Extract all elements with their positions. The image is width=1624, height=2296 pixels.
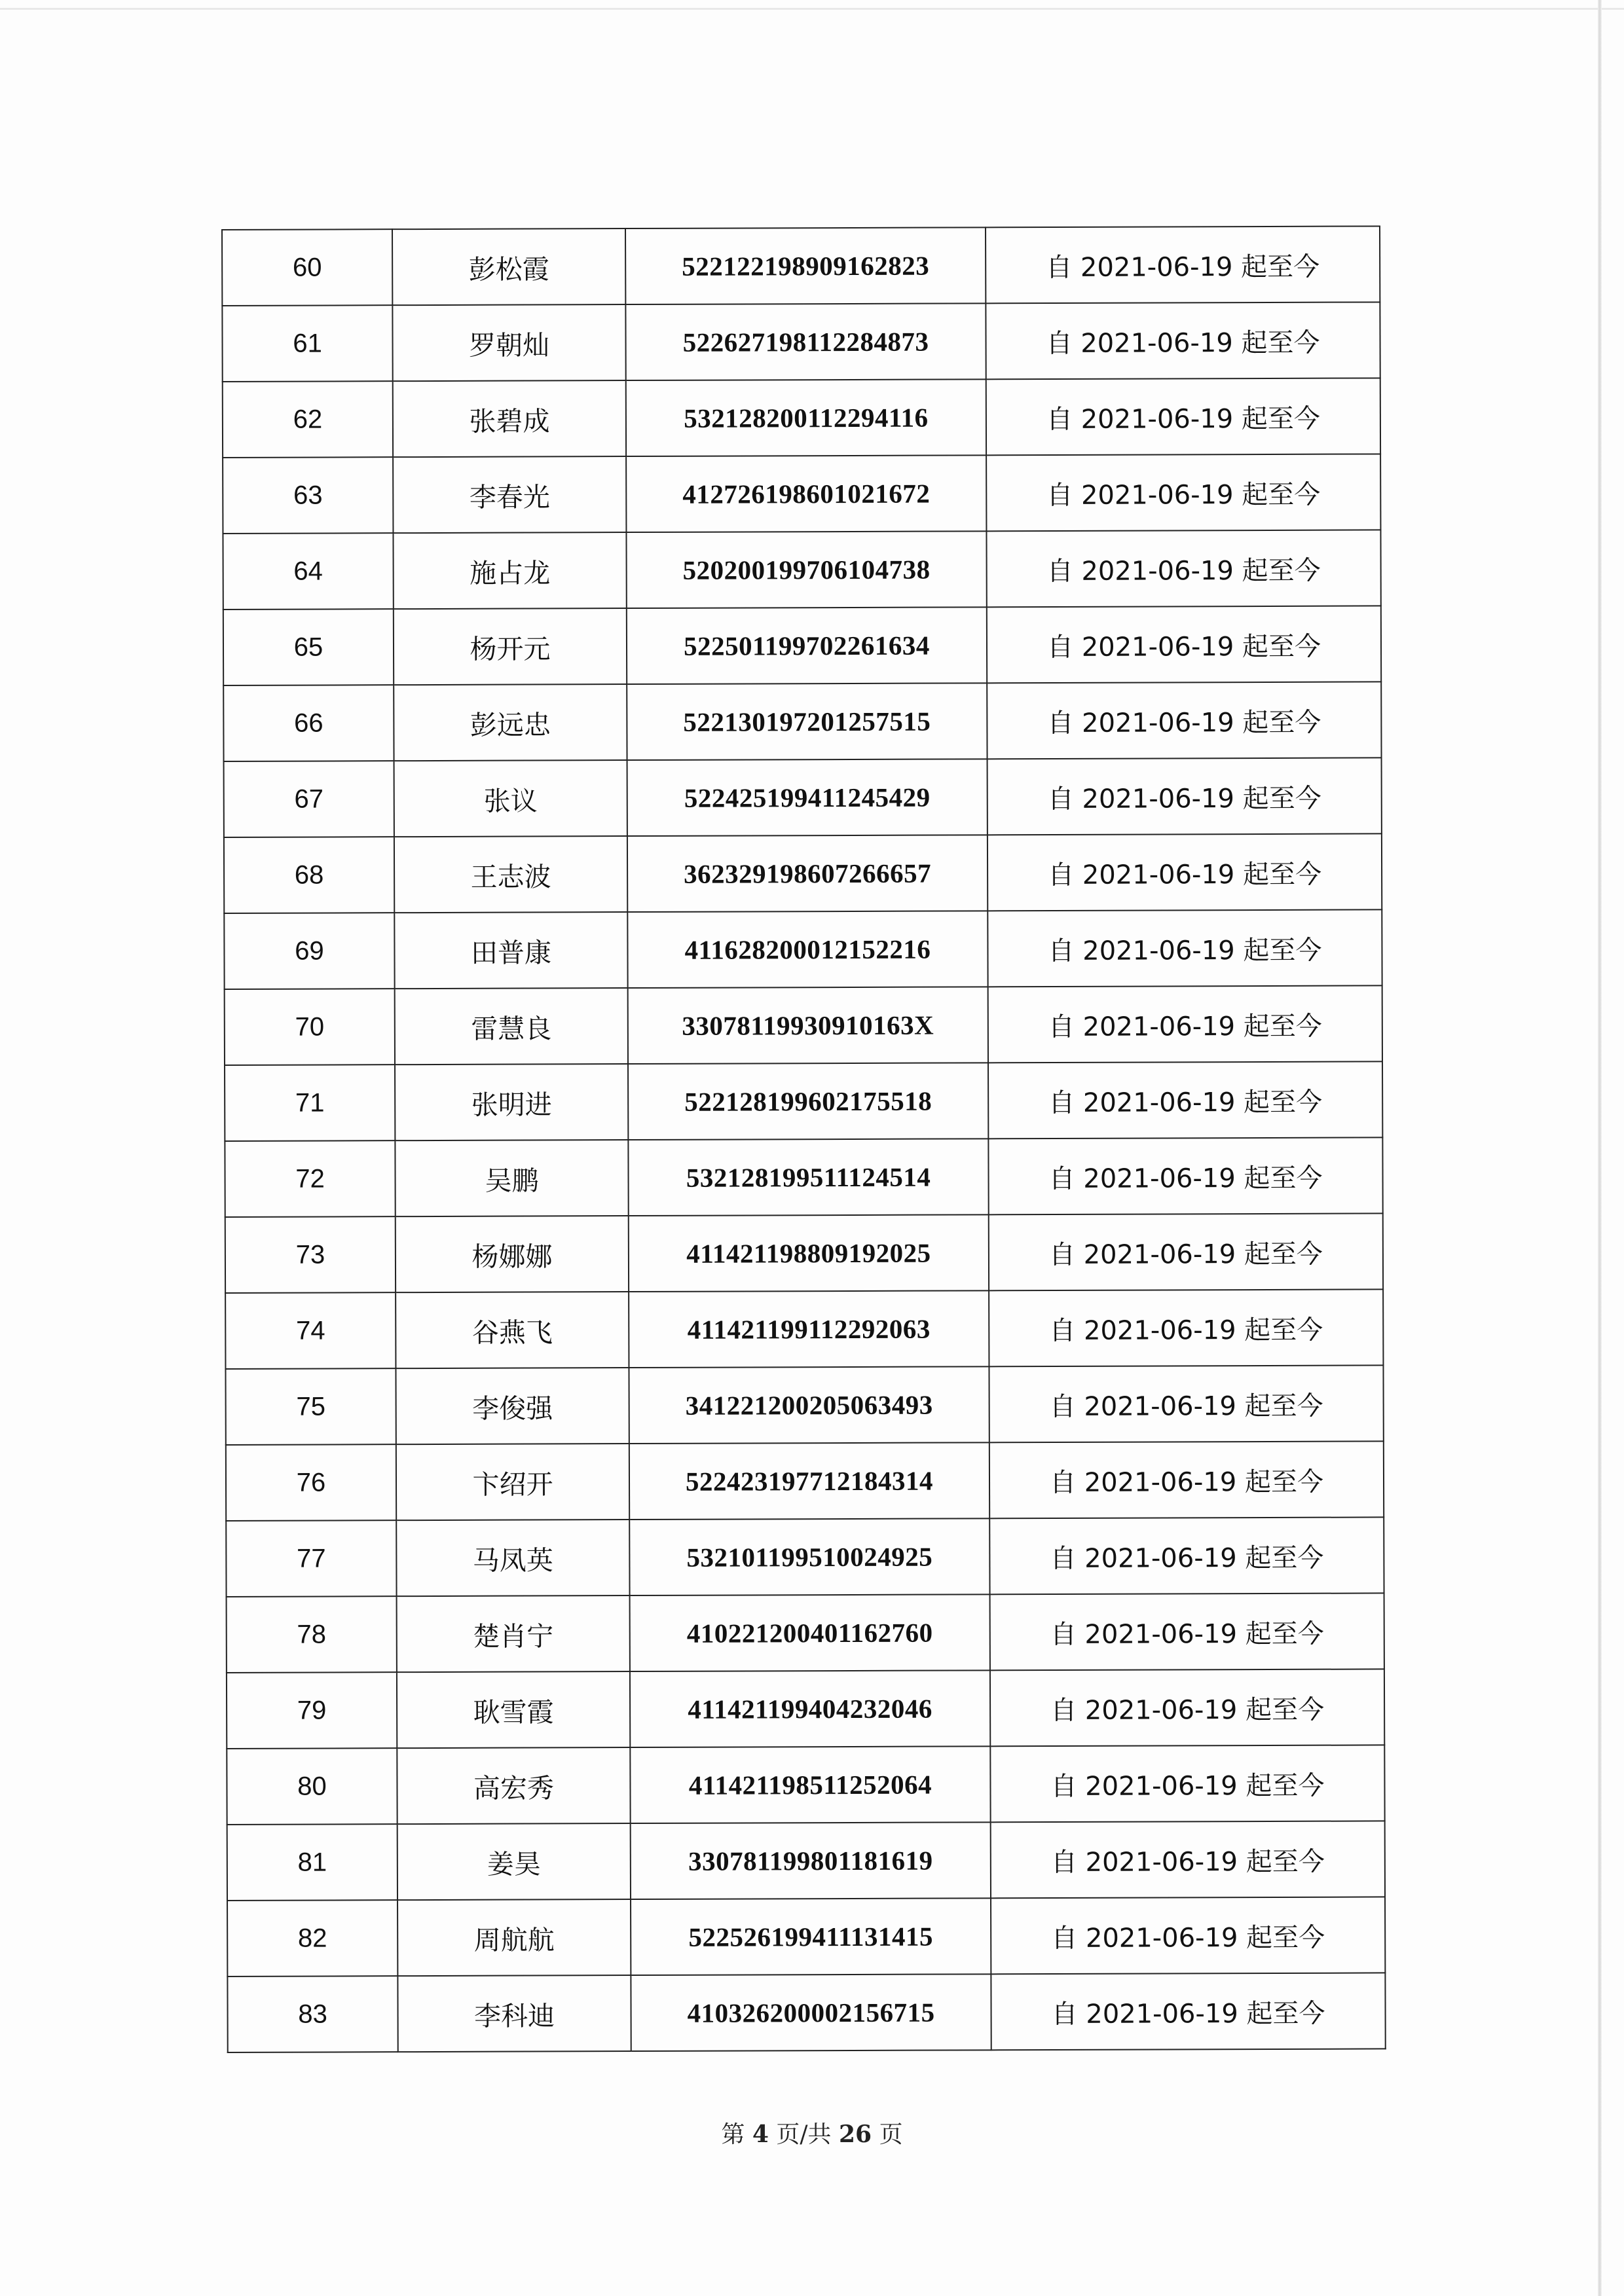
table-row — [227, 1669, 1384, 1749]
valid-period-cell: 自 2021-06-19 起至今 — [988, 1137, 1382, 1214]
valid-period-cell: 自 2021-06-19 起至今 — [990, 1593, 1384, 1670]
row-number-cell: 82 — [227, 1900, 397, 1977]
person-name-cell: 楚肖宁 — [397, 1595, 630, 1672]
person-name-cell: 彭远忠 — [394, 684, 627, 761]
row-number-cell: 66 — [223, 685, 394, 761]
person-name-cell: 彭松霞 — [392, 228, 625, 305]
table-row — [225, 1213, 1383, 1293]
table-row — [223, 454, 1380, 534]
row-number-cell: 79 — [227, 1672, 397, 1749]
row-number-cell: 81 — [227, 1824, 397, 1901]
table-row — [227, 1973, 1385, 2052]
scan-edge-right — [1598, 0, 1602, 2296]
row-number-cell: 76 — [226, 1444, 396, 1521]
table-row — [227, 1821, 1385, 1901]
footer-prefix: 第 — [721, 2121, 745, 2148]
valid-period-cell: 自 2021-06-19 起至今 — [989, 1517, 1384, 1594]
table-row — [222, 302, 1380, 382]
person-name-cell: 杨娜娜 — [396, 1216, 629, 1292]
row-number-cell: 62 — [223, 381, 393, 458]
id-number-cell: 522627198112284873 — [625, 303, 986, 380]
row-number-cell: 77 — [226, 1520, 396, 1597]
valid-period-cell: 自 2021-06-19 起至今 — [989, 1441, 1384, 1518]
footer-middle: 页/共 — [776, 2121, 832, 2148]
table-row — [224, 757, 1382, 837]
person-name-cell: 高宏秀 — [397, 1747, 630, 1824]
table-row — [226, 1517, 1384, 1597]
person-name-cell: 卞绍开 — [396, 1444, 629, 1520]
person-name-cell: 张明进 — [395, 1064, 628, 1140]
person-name-cell: 雷慧良 — [395, 988, 628, 1065]
footer-total-pages: 26 — [839, 2121, 872, 2148]
row-number-cell: 83 — [227, 1976, 397, 2052]
table-row — [223, 378, 1380, 458]
valid-period-cell: 自 2021-06-19 起至今 — [987, 682, 1381, 759]
roster-table — [221, 225, 1386, 2053]
valid-period-cell: 自 2021-06-19 起至今 — [991, 1821, 1385, 1898]
row-number-cell: 74 — [225, 1292, 396, 1369]
table-row — [224, 833, 1382, 913]
id-number-cell: 532101199510024925 — [629, 1518, 989, 1595]
row-number-cell: 71 — [225, 1065, 395, 1141]
table-row — [227, 1593, 1384, 1673]
row-number-cell: 72 — [225, 1140, 395, 1217]
id-number-cell: 522526199411131415 — [631, 1898, 991, 1975]
table-row — [224, 909, 1382, 989]
id-number-cell: 522501199702261634 — [627, 607, 987, 684]
table-row — [227, 1897, 1385, 1977]
person-name-cell: 姜昊 — [397, 1823, 631, 1900]
id-number-cell: 532128199511124514 — [628, 1139, 988, 1216]
id-number-cell: 410326200002156715 — [631, 1974, 991, 2051]
row-number-cell: 60 — [222, 229, 392, 306]
id-number-cell: 411628200012152216 — [627, 911, 987, 988]
id-number-cell: 411421198511252064 — [630, 1746, 990, 1823]
person-name-cell: 谷燕飞 — [396, 1292, 629, 1368]
id-number-cell: 411421198809192025 — [629, 1214, 989, 1292]
id-number-cell: 412726198601021672 — [626, 455, 986, 532]
table-row — [225, 985, 1382, 1065]
person-name-cell: 施占龙 — [393, 532, 626, 609]
id-number-cell: 522128199602175518 — [628, 1063, 988, 1140]
valid-period-cell: 自 2021-06-19 起至今 — [987, 757, 1382, 835]
row-number-cell: 68 — [224, 837, 394, 913]
valid-period-cell: 自 2021-06-19 起至今 — [987, 833, 1382, 911]
scan-edge-top — [0, 8, 1624, 10]
valid-period-cell: 自 2021-06-19 起至今 — [986, 226, 1380, 303]
valid-period-cell: 自 2021-06-19 起至今 — [991, 1897, 1385, 1974]
id-number-cell: 330781199801181619 — [631, 1822, 991, 1899]
valid-period-cell: 自 2021-06-19 起至今 — [987, 606, 1381, 683]
footer-page-number: 4 — [752, 2121, 769, 2148]
person-name-cell: 王志波 — [394, 836, 627, 913]
row-number-cell: 61 — [222, 305, 392, 382]
table-row — [225, 1289, 1383, 1369]
valid-period-cell: 自 2021-06-19 起至今 — [986, 454, 1380, 531]
valid-period-cell: 自 2021-06-19 起至今 — [991, 1973, 1385, 2050]
id-number-cell: 411421199112292063 — [629, 1290, 989, 1368]
table-row — [222, 226, 1380, 306]
id-number-cell: 522130197201257515 — [627, 683, 987, 760]
person-name-cell: 周航航 — [397, 1899, 631, 1976]
id-number-cell: 33078119930910163X — [628, 987, 988, 1064]
id-number-cell: 410221200401162760 — [630, 1594, 990, 1671]
id-number-cell: 520200199706104738 — [626, 531, 986, 608]
row-number-cell: 65 — [223, 609, 394, 685]
footer-suffix: 页 — [879, 2121, 903, 2148]
valid-period-cell: 自 2021-06-19 起至今 — [988, 1061, 1382, 1139]
person-name-cell: 张议 — [394, 760, 627, 837]
person-name-cell: 杨开元 — [394, 608, 627, 685]
person-name-cell: 吴鹏 — [395, 1140, 628, 1216]
person-name-cell: 罗朝灿 — [392, 304, 625, 381]
table-row — [223, 682, 1381, 761]
row-number-cell: 63 — [223, 457, 393, 534]
row-number-cell: 64 — [223, 533, 393, 610]
row-number-cell: 67 — [224, 761, 394, 837]
table-row — [225, 1061, 1382, 1141]
page-footer — [0, 2116, 1624, 2149]
row-number-cell: 73 — [225, 1216, 396, 1293]
table-row — [227, 1745, 1384, 1825]
table-row — [225, 1365, 1383, 1445]
valid-period-cell: 自 2021-06-19 起至今 — [988, 985, 1382, 1063]
id-number-cell: 411421199404232046 — [630, 1670, 990, 1747]
person-name-cell: 马凤英 — [396, 1520, 629, 1596]
table-row — [225, 1137, 1382, 1217]
row-number-cell: 69 — [224, 913, 394, 989]
roster-table-body — [222, 226, 1386, 2052]
valid-period-cell: 自 2021-06-19 起至今 — [989, 1365, 1383, 1442]
person-name-cell: 李春光 — [393, 456, 626, 533]
row-number-cell: 80 — [227, 1748, 397, 1825]
valid-period-cell: 自 2021-06-19 起至今 — [990, 1669, 1384, 1746]
row-number-cell: 75 — [225, 1368, 396, 1445]
table-row — [226, 1441, 1384, 1521]
valid-period-cell: 自 2021-06-19 起至今 — [987, 909, 1382, 987]
valid-period-cell: 自 2021-06-19 起至今 — [986, 302, 1380, 379]
row-number-cell: 70 — [225, 989, 395, 1065]
id-number-cell: 532128200112294116 — [626, 379, 986, 456]
person-name-cell: 李科迪 — [397, 1975, 631, 2052]
table-row — [223, 530, 1380, 610]
valid-period-cell: 自 2021-06-19 起至今 — [986, 530, 1380, 607]
id-number-cell: 522122198909162823 — [625, 227, 986, 304]
valid-period-cell: 自 2021-06-19 起至今 — [986, 378, 1380, 455]
row-number-cell: 78 — [227, 1596, 397, 1673]
id-number-cell: 362329198607266657 — [627, 835, 987, 912]
person-name-cell: 张碧成 — [393, 380, 626, 457]
valid-period-cell: 自 2021-06-19 起至今 — [990, 1745, 1384, 1822]
id-number-cell: 522425199411245429 — [627, 759, 987, 836]
person-name-cell: 田普康 — [394, 912, 627, 989]
valid-period-cell: 自 2021-06-19 起至今 — [989, 1289, 1383, 1366]
id-number-cell: 341221200205063493 — [629, 1366, 989, 1444]
id-number-cell: 522423197712184314 — [629, 1442, 989, 1520]
valid-period-cell: 自 2021-06-19 起至今 — [989, 1213, 1383, 1290]
person-name-cell: 耿雪霞 — [397, 1671, 630, 1748]
person-name-cell: 李俊强 — [396, 1368, 629, 1444]
table-row — [223, 606, 1381, 685]
